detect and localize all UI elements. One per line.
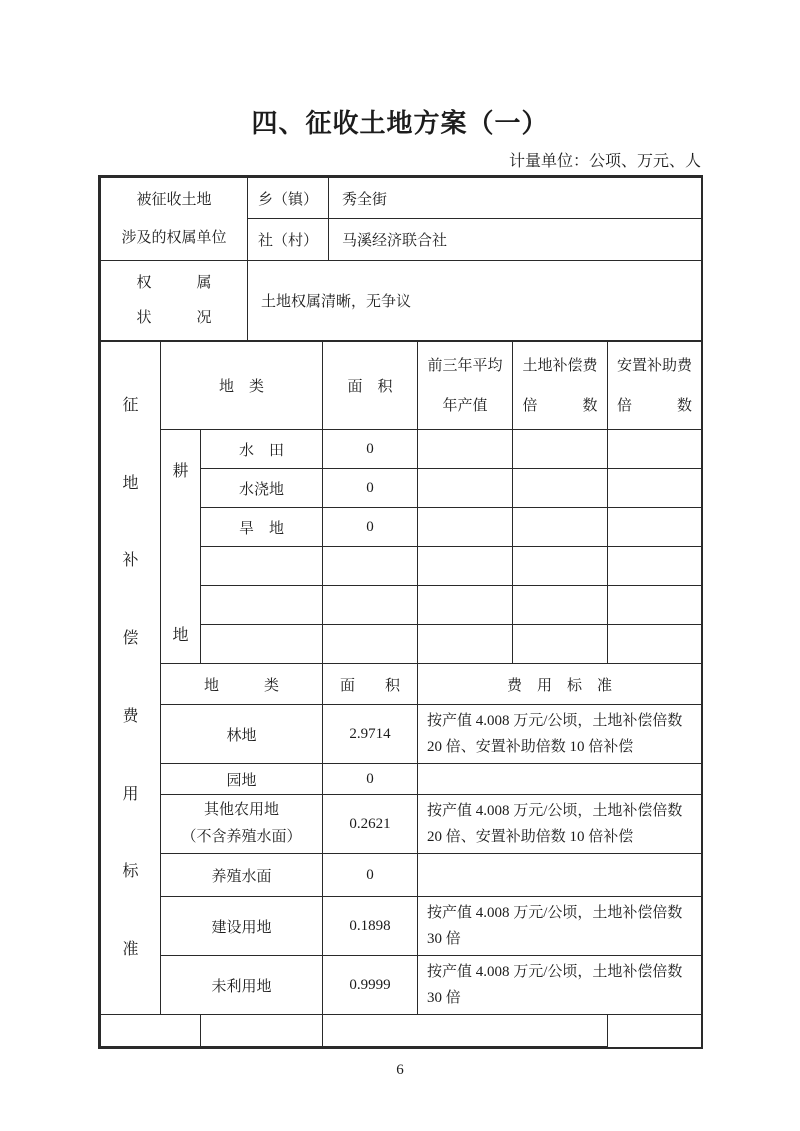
- ownership-status-label-line2: 状 况: [136, 309, 212, 326]
- area-cell: [201, 1015, 323, 1047]
- empty-cell: [608, 469, 702, 508]
- cultivated-land-label-cell: [161, 430, 201, 664]
- land-type-cell: 其他农用地 （不含养殖水面）: [161, 795, 323, 854]
- fee-standard-cell: [418, 854, 702, 897]
- land-type-cell: 林地: [161, 705, 323, 764]
- lower-row-other-agri: [101, 795, 702, 854]
- empty-cell: [418, 430, 513, 469]
- ownership-status-label-line1: 权 属: [136, 274, 212, 291]
- compensation-section: [100, 341, 702, 1047]
- lower-header-land-type: 地 类: [161, 664, 323, 705]
- land-type-cell: 建设用地: [161, 897, 323, 956]
- empty-cell: [608, 508, 702, 547]
- fee-standard-cell: 按产值 4.008 万元/公顷，土地补偿倍数 30 倍: [418, 956, 702, 1015]
- empty-cell: [608, 430, 702, 469]
- area-cell: 2.9714: [323, 705, 418, 764]
- fee-standard-cell: [418, 764, 702, 795]
- unit-note: 计量单位：公项、万元、人: [508, 153, 701, 170]
- empty-cell: [513, 469, 608, 508]
- empty-cell: [608, 586, 702, 625]
- township-label: 乡（镇）: [248, 178, 329, 219]
- land-type-cell: [201, 625, 323, 664]
- township-value: 秀全街: [329, 178, 702, 219]
- ownership-status-label-cell: [101, 261, 248, 341]
- area-cell: 0: [323, 764, 418, 795]
- lower-row-unused: [101, 956, 702, 1015]
- empty-cell: [418, 508, 513, 547]
- side-label-vertical-text: 征 地 补 偿 费 用 标 准: [122, 397, 139, 958]
- area-cell: [323, 547, 418, 586]
- owner-units-label-line1: 被征收土地: [136, 192, 212, 208]
- land-type-cell: [201, 547, 323, 586]
- empty-cell: [513, 547, 608, 586]
- empty-cell: [608, 547, 702, 586]
- lower-header-area: 面 积: [323, 664, 418, 705]
- land-acquisition-table: [98, 175, 703, 1049]
- cultivated-land-vertical-text: 耕 地: [172, 462, 189, 644]
- page-title: 四、征收土地方案（一）: [251, 108, 549, 138]
- fee-standard-cell: 按产值 4.008 万元/公顷，土地补偿倍数 30 倍: [418, 897, 702, 956]
- upper-header-land-type: 地 类: [161, 342, 323, 430]
- fee-standard-cell: 按产值 4.008 万元/公顷，土地补偿倍数 20 倍、安置补助倍数 10 倍补偿: [418, 795, 702, 854]
- lower-header-fee-standard: 费 用 标 准: [418, 664, 702, 705]
- empty-cell: [608, 625, 702, 664]
- lower-row-orchard: [101, 764, 702, 795]
- land-type-cell: [201, 586, 323, 625]
- area-cell: [323, 586, 418, 625]
- lower-row-blank: [101, 1015, 702, 1047]
- area-cell: 0.2621: [323, 795, 418, 854]
- land-type-cell: 未利用地: [161, 956, 323, 1015]
- lower-row-aquaculture: [101, 854, 702, 897]
- upper-header-row: [101, 342, 702, 430]
- area-cell: 0.9999: [323, 956, 418, 1015]
- upper-header-land-comp: 土地补偿费 倍 数: [513, 342, 608, 430]
- lower-row-construction: [101, 897, 702, 956]
- land-type-cell: [101, 1015, 201, 1047]
- village-label: 社（村）: [248, 219, 329, 261]
- fee-standard-cell: 按产值 4.008 万元/公顷，土地补偿倍数 20 倍、安置补助倍数 10 倍补偿: [418, 705, 702, 764]
- fee-standard-cell: [323, 1015, 608, 1047]
- owner-units-label-cell: [101, 178, 248, 261]
- empty-cell: [513, 625, 608, 664]
- empty-cell: [418, 469, 513, 508]
- empty-cell: [418, 625, 513, 664]
- lower-row-forest: [101, 705, 702, 764]
- upper-header-resettle: 安置补助费 倍 数: [608, 342, 702, 430]
- area-cell: 0.1898: [323, 897, 418, 956]
- land-type-cell: 水浇地: [201, 469, 323, 508]
- land-type-cell: 园地: [161, 764, 323, 795]
- area-cell: 0: [323, 854, 418, 897]
- page-number: 6: [396, 1062, 404, 1078]
- land-type-cell: 养殖水面: [161, 854, 323, 897]
- empty-cell: [418, 547, 513, 586]
- township-row: [101, 178, 702, 219]
- empty-cell: [418, 586, 513, 625]
- land-type-cell: 水 田: [201, 430, 323, 469]
- area-cell: 0: [323, 469, 418, 508]
- ownership-status-row: [101, 261, 702, 341]
- area-cell: 0: [323, 430, 418, 469]
- land-type-cell: 旱 地: [201, 508, 323, 547]
- section-side-label-cell: [101, 342, 161, 1015]
- village-value: 马溪经济联合社: [329, 219, 702, 261]
- owner-units-label-line2: 涉及的权属单位: [121, 230, 227, 246]
- lower-header-row: [101, 664, 702, 705]
- upper-row-paddy: [101, 430, 702, 469]
- ownership-status-value: 土地权属清晰，无争议: [248, 261, 702, 341]
- area-cell: [323, 625, 418, 664]
- upper-header-area: 面 积: [323, 342, 418, 430]
- empty-cell: [513, 586, 608, 625]
- ownership-section: [100, 177, 702, 341]
- upper-header-avg-output: 前三年平均 年产值: [418, 342, 513, 430]
- empty-cell: [513, 430, 608, 469]
- empty-cell: [513, 508, 608, 547]
- area-cell: 0: [323, 508, 418, 547]
